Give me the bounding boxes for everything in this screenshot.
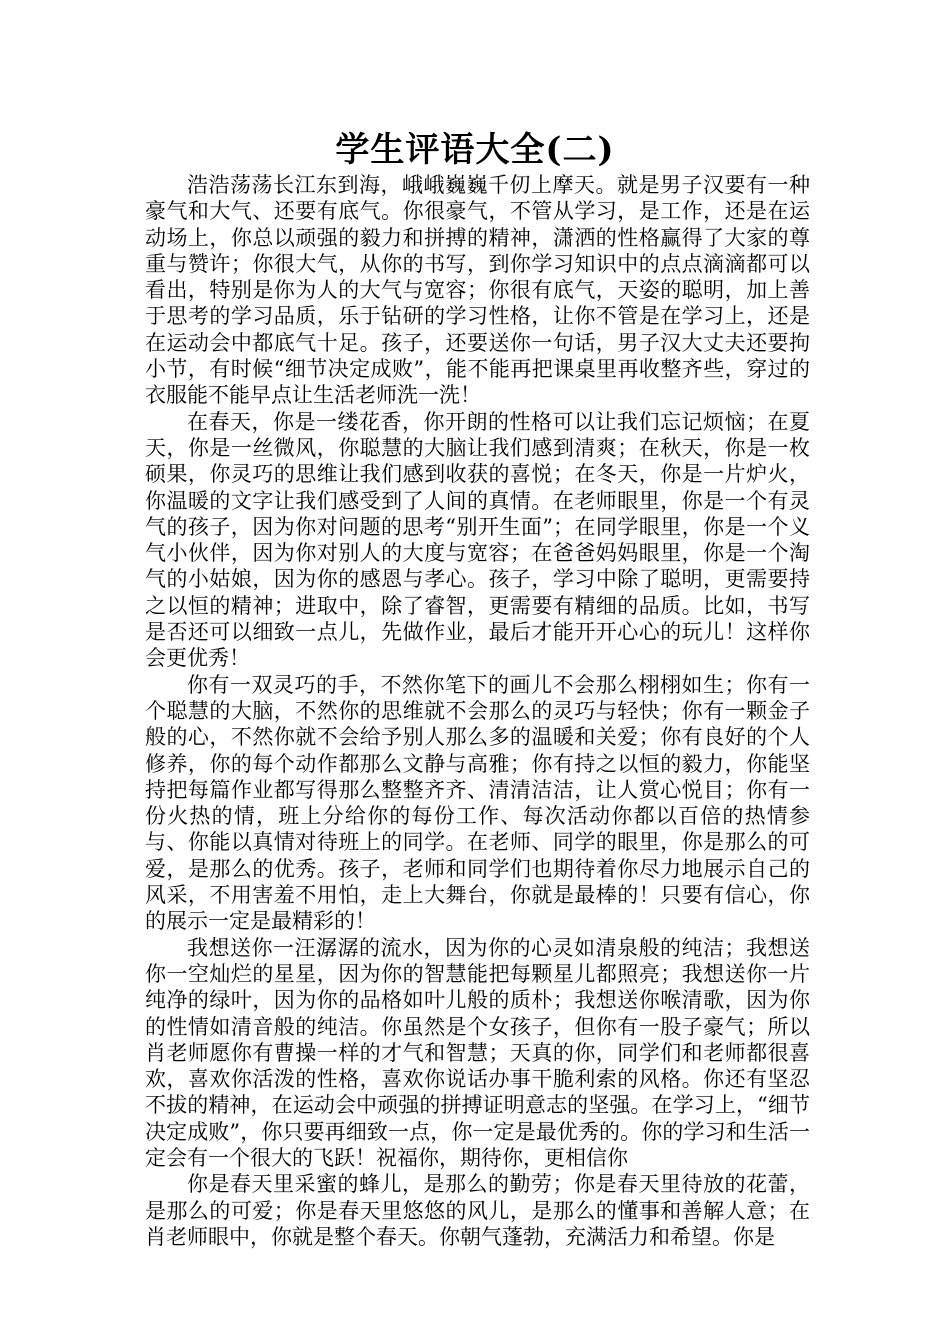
paragraph-4: 我想送你一汪潺潺的流水，因为你的心灵如清泉般的纯洁；我想送你一空灿烂的星星，因为你的智慧能把每颗星儿都照亮；我想送你一片纯净的绿叶，因为你的品格如叶儿般的质朴；我想送你喉清歌，因为你的性情如清音般的纯洁。你虽然是个女孩子，但你有一股子豪气；所以肖老师愿你有曹操一样的才气和智慧；天真的你，同学们和老师都很喜欢，喜欢你活泼的性格，喜欢你说话办事干脆利索的风格。你还有坚忍不拔的精神，在运动会中顽强的拼搏证明意志的坚强。在学习上，“细节决定成败”，你只要再细致一点，你一定是最优秀的。你的学习和生活一定会有一个很大的飞跃！祝福你，期待你，更相信你 [145,935,810,1170]
paragraph-2: 在春天，你是一缕花香，你开朗的性格可以让我们忘记烦恼；在夏天，你是一丝微风，你聪慧的大脑让我们感到清爽；在秋天，你是一枚硕果，你灵巧的思维让我们感到收获的喜悦；在冬天，你是一片炉火，你温暖的文字让我们感受到了人间的真情。在老师眼里，你是一个有灵气的孩子，因为你对问题的思考“别开生面”；在同学眼里，你是一个义气小伙伴，因为你对别人的大度与宽容；在爸爸妈妈眼里，你是一个淘气的小姑娘，因为你的感恩与孝心。孩子，学习中除了聪明，更需要持之以恒的精神；进取中，除了睿智，更需要有精细的品质。比如，书写是否还可以细致一点儿，先做作业，最后才能开开心心的玩儿！这样你会更优秀！ [145,409,810,671]
document-title: 学生评语大全(二) [335,130,615,170]
document-body [145,172,810,1250]
paragraph-3: 你有一双灵巧的手，不然你笔下的画儿不会那么栩栩如生；你有一个聪慧的大脑，不然你的思维就不会那么的灵巧与轻快；你有一颗金子般的心，不然你就不会给予别人那么多的温暖和关爱；你有良好的个人修养，你的每个动作都那么文静与高雅；你有持之以恒的毅力，你能坚持把每篇作业都写得那么整整齐齐、清清洁洁，让人赏心悦目；你有一份火热的情，班上分给你的每份工作、每次活动你都以百倍的热情参与、你能以真情对待班上的同学。在老师、同学的眼里，你是那么的可爱，是那么的优秀。孩子，老师和同学们也期待着你尽力地展示自己的风采，不用害羞不用怕，走上大舞台，你就是最棒的！只要有信心，你的展示一定是最精彩的！ [145,672,810,934]
paragraph-1: 浩浩荡荡长江东到海，峨峨巍巍千仞上摩天。就是男子汉要有一种豪气和大气、还要有底气。你很豪气，不管从学习，是工作，还是在运动场上，你总以顽强的毅力和拼搏的精神，潇洒的性格赢得了大家的尊重与赞许；你很大气，从你的书写，到你学习知识中的点点滴滴都可以看出，特别是你为人的大气与宽容；你很有底气，天姿的聪明，加上善于思考的学习品质，乐于钻研的学习性格，让你不管是在学习上，还是在运动会中都底气十足。孩子，还要送你一句话，男子汉大丈夫还要拘小节，有时候“细节决定成败”，能不能再把课桌里再收整齐些，穿过的衣服能不能早点让生活老师洗一洗！ [145,173,810,408]
paragraph-5: 你是春天里采蜜的蜂儿，是那么的勤劳；你是春天里待放的花蕾，是那么的可爱；你是春天里悠悠的风儿，是那么的懂事和善解人意；在肖老师眼中，你就是整个春天。你朝气蓬勃，充满活力和希望。你是 [145,1172,810,1249]
